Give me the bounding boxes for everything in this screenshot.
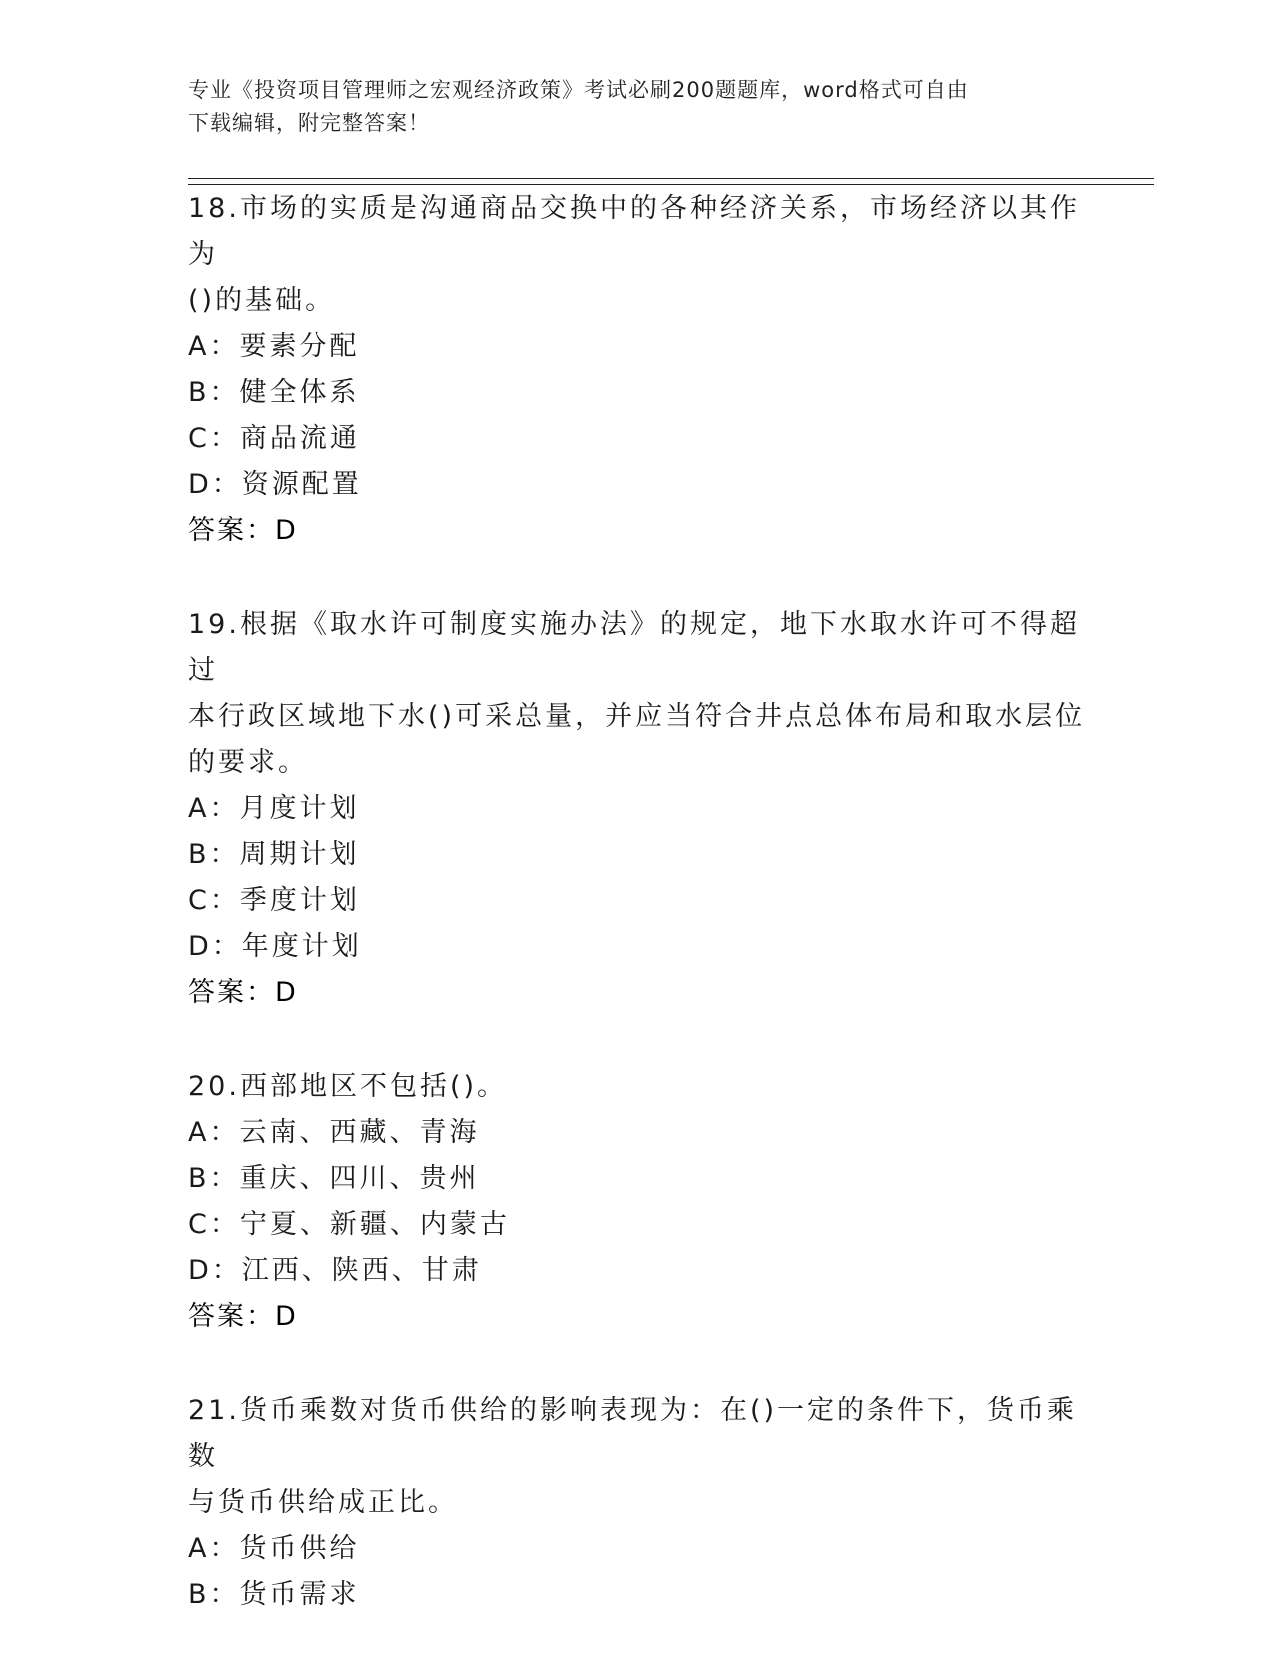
option-c: C：季度计划 — [188, 885, 360, 916]
question-text-line: 与货币供给成正比。 — [188, 1487, 458, 1518]
option-d: D：江西、陕西、甘肃 — [188, 1255, 482, 1286]
question-list — [188, 186, 1088, 1666]
option-c: C：商品流通 — [188, 423, 360, 454]
answer-line: 答案：D — [188, 977, 298, 1008]
question-text-line: ()的基础。 — [188, 285, 336, 316]
header-divider-top — [188, 178, 1154, 179]
question-text-line: 的要求。 — [188, 747, 308, 778]
question-text-line: 本行政区域地下水()可采总量，并应当符合井点总体布局和取水层位 — [188, 701, 1086, 732]
question-21 — [188, 1388, 1088, 1618]
option-b: B：货币需求 — [188, 1579, 360, 1610]
option-a: A：要素分配 — [188, 331, 360, 362]
question-text-line: 20.西部地区不包括()。 — [188, 1071, 508, 1102]
answer-line: 答案：D — [188, 515, 298, 546]
option-b: B：周期计划 — [188, 839, 360, 870]
document-header — [188, 74, 1088, 140]
option-c: C：宁夏、新疆、内蒙古 — [188, 1209, 510, 1240]
question-20 — [188, 1064, 1088, 1340]
question-text-line: 21.货币乘数对货币供给的影响表现为：在()一定的条件下，货币乘数 — [188, 1395, 1078, 1472]
question-text-line: 19.根据《取水许可制度实施办法》的规定，地下水取水许可不得超过 — [188, 609, 1080, 686]
header-divider-bottom — [188, 184, 1154, 185]
option-b: B：重庆、四川、贵州 — [188, 1163, 480, 1194]
option-b: B：健全体系 — [188, 377, 360, 408]
header-line-2: 下载编辑，附完整答案！ — [188, 111, 430, 135]
question-18 — [188, 186, 1088, 554]
option-a: A：货币供给 — [188, 1533, 360, 1564]
answer-line: 答案：D — [188, 1301, 298, 1332]
option-a: A：云南、西藏、青海 — [188, 1117, 480, 1148]
option-d: D：年度计划 — [188, 931, 362, 962]
question-19 — [188, 602, 1088, 1016]
option-d: D：资源配置 — [188, 469, 362, 500]
option-a: A：月度计划 — [188, 793, 360, 824]
header-line-1: 专业《投资项目管理师之宏观经济政策》考试必刷200题题库，word格式可自由 — [188, 78, 969, 102]
question-text-line: 18.市场的实质是沟通商品交换中的各种经济关系，市场经济以其作为 — [188, 193, 1080, 270]
